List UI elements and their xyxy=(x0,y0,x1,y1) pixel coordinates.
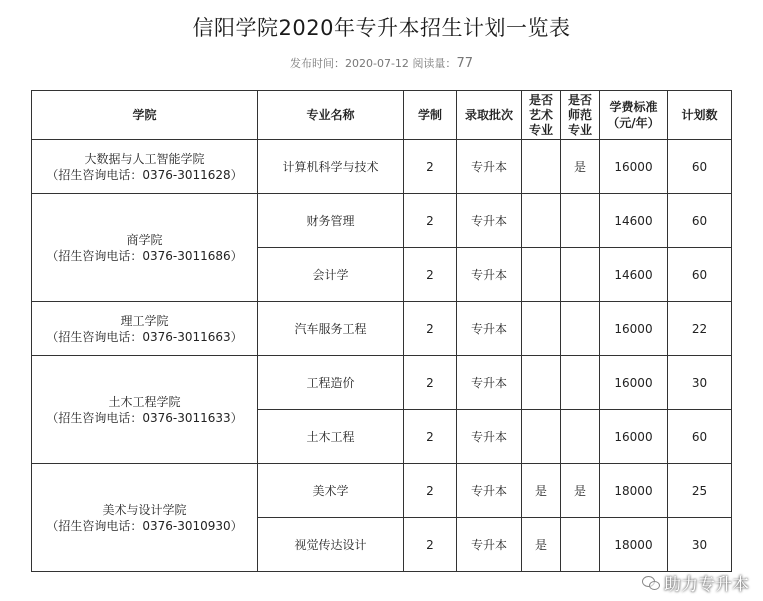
years-cell: 2 xyxy=(404,140,457,194)
years-cell: 2 xyxy=(404,248,457,302)
header-plan: 计划数 xyxy=(668,91,732,140)
years-cell: 2 xyxy=(404,464,457,518)
plan-cell: 30 xyxy=(668,356,732,410)
art-cell: 是 xyxy=(522,464,561,518)
normal-cell xyxy=(561,410,600,464)
art-cell xyxy=(522,356,561,410)
fee-cell: 14600 xyxy=(600,194,668,248)
enrollment-plan-table xyxy=(31,90,732,572)
batch-cell: 专升本 xyxy=(457,356,522,410)
plan-cell: 60 xyxy=(668,248,732,302)
major-cell: 财务管理 xyxy=(258,194,404,248)
fee-cell: 18000 xyxy=(600,464,668,518)
plan-cell: 60 xyxy=(668,410,732,464)
header-batch: 录取批次 xyxy=(457,91,522,140)
wechat-icon xyxy=(642,576,660,590)
art-cell xyxy=(522,194,561,248)
batch-cell: 专升本 xyxy=(457,248,522,302)
batch-cell: 专升本 xyxy=(457,410,522,464)
college-cell: 美术与设计学院 （招生咨询电话：0376-3010930） xyxy=(32,464,258,572)
college-cell: 土木工程学院 （招生咨询电话：0376-3011633） xyxy=(32,356,258,464)
college-cell: 大数据与人工智能学院 （招生咨询电话：0376-3011628） xyxy=(32,140,258,194)
header-college: 学院 xyxy=(32,91,258,140)
batch-cell: 专升本 xyxy=(457,464,522,518)
article-meta xyxy=(0,55,763,71)
fee-cell: 16000 xyxy=(600,140,668,194)
plan-cell: 60 xyxy=(668,194,732,248)
major-cell: 计算机科学与技术 xyxy=(258,140,404,194)
fee-cell: 16000 xyxy=(600,302,668,356)
plan-cell: 60 xyxy=(668,140,732,194)
normal-cell xyxy=(561,356,600,410)
major-cell: 会计学 xyxy=(258,248,404,302)
major-cell: 土木工程 xyxy=(258,410,404,464)
views-count: 77 xyxy=(456,56,473,71)
header-fee: 学费标准 （元/年） xyxy=(600,91,668,140)
page-title: 信阳学院2020年专升本招生计划一览表 xyxy=(192,16,571,40)
header-art-major: 是否 艺术 专业 xyxy=(522,91,561,140)
header-normal-major: 是否 师范 专业 xyxy=(561,91,600,140)
art-cell xyxy=(522,248,561,302)
batch-cell: 专升本 xyxy=(457,518,522,572)
fee-cell: 14600 xyxy=(600,248,668,302)
college-cell: 理工学院 （招生咨询电话：0376-3011663） xyxy=(32,302,258,356)
normal-cell: 是 xyxy=(561,464,600,518)
major-cell: 工程造价 xyxy=(258,356,404,410)
major-cell: 视觉传达设计 xyxy=(258,518,404,572)
fee-cell: 16000 xyxy=(600,356,668,410)
art-cell xyxy=(522,302,561,356)
plan-cell: 22 xyxy=(668,302,732,356)
header-major: 专业名称 xyxy=(258,91,404,140)
art-cell xyxy=(522,410,561,464)
batch-cell: 专升本 xyxy=(457,302,522,356)
major-cell: 汽车服务工程 xyxy=(258,302,404,356)
art-cell xyxy=(522,140,561,194)
table-row xyxy=(32,464,732,518)
table-row xyxy=(32,302,732,356)
publish-label: 发布时间： xyxy=(290,57,345,70)
years-cell: 2 xyxy=(404,518,457,572)
college-cell: 商学院 （招生咨询电话：0376-3011686） xyxy=(32,194,258,302)
publish-date: 2020-07-12 xyxy=(345,57,409,70)
header-years: 学制 xyxy=(404,91,457,140)
normal-cell xyxy=(561,248,600,302)
normal-cell: 是 xyxy=(561,140,600,194)
major-cell: 美术学 xyxy=(258,464,404,518)
fee-cell: 18000 xyxy=(600,518,668,572)
normal-cell xyxy=(561,302,600,356)
years-cell: 2 xyxy=(404,194,457,248)
years-cell: 2 xyxy=(404,356,457,410)
batch-cell: 专升本 xyxy=(457,194,522,248)
normal-cell xyxy=(561,194,600,248)
table-header-row xyxy=(32,91,732,140)
table-row xyxy=(32,356,732,410)
normal-cell xyxy=(561,518,600,572)
watermark-text: 助力专升本 xyxy=(664,575,749,595)
watermark xyxy=(642,570,749,595)
years-cell: 2 xyxy=(404,410,457,464)
plan-cell: 30 xyxy=(668,518,732,572)
views-label: 阅读量： xyxy=(412,57,457,70)
years-cell: 2 xyxy=(404,302,457,356)
table-row xyxy=(32,140,732,194)
table-row xyxy=(32,194,732,248)
plan-cell: 25 xyxy=(668,464,732,518)
batch-cell: 专升本 xyxy=(457,140,522,194)
fee-cell: 16000 xyxy=(600,410,668,464)
art-cell: 是 xyxy=(522,518,561,572)
